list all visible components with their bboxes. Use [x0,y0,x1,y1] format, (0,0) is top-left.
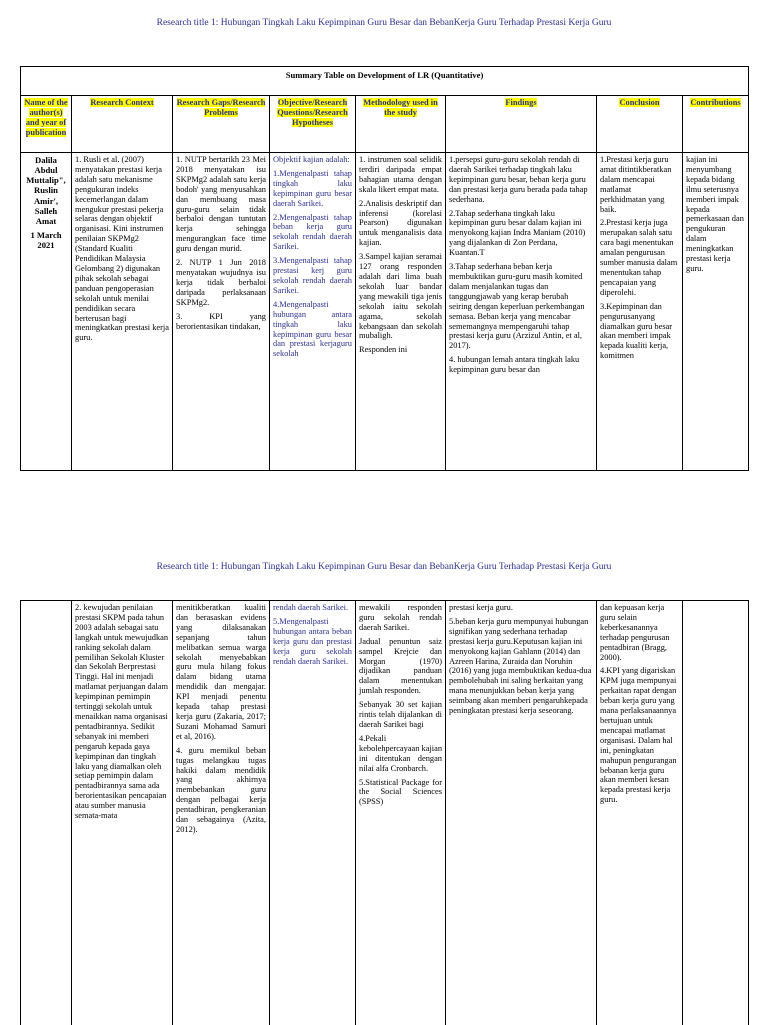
header-author: Name of the author(s) and year of publication [21,96,72,153]
research-title-page2: Research title 1: Hubungan Tingkah Laku Kepimpinan Guru Besar dan BebanKerja Guru Terhadap Prestasi Kerja Guru [156,562,612,572]
author-cell-cont [21,601,72,1025]
findings-cell: 1.persepsi guru-guru sekolah rendah di daerah Sarikei terhadap tingkah laku kepimpinan guru besar, beban kerja guru dan prestasi kerja guru berada pada tahap sederhana. 2.Tahap sederhana tingkah laku kepimpinan guru besar dalam kajian ini menyokong kajian Indra Maniam (2010) yang dijalankan di Zon Perdana, Kuantan.T 3.Tahap sederhana beban kerja membuktikan guru-guru masih komited dalam menjalankan tugas dan tanggungjawab yang kerap berubah seiring dengan keperluan perkembangan semasa. Beban kerja yang mencabar sememangnya mempengaruhi tahap prestasi kerja guru (Arzizul Antin, et al, 2017). 4. hubungan lemah antara tingkah laku kepimpinan guru besar dan [446,153,597,471]
methodology-cell: 1. instrumen soal selidik terdiri daripada empat bahagian utama dengan skala likert empat mata. 2.Analisis deskriptif dan inferensi (korelasi Pearson) digunakan untuk menganalisis data kajian. 3.Sampel kajian seramai 127 orang responden adalah dari lima buah sekolah luar bandar yang mewakili tiga jenis sekolah iaitu sekolah agama, sekolah kebangsaan dan sekolah mubaligh. Responden ini [356,153,446,471]
author-cell [21,153,72,471]
gaps-cell-cont: menitikberatkan kualiti dan berasaskan evidens yang dilaksanakan sepanjang tahun melibatkan semua warga sekolah menyebabkan guru mula hilang fokus dalam bidang utama mendidik dan mengajar. KPI menjadi penentu kepada tahap prestasi kerja guru (Zakaria, 2017; Suzani Mohamad Samuri et al, 2016). 4. guru memikul beban tugas melangkau tugas hakiki dalam mendidik yang akhirnya membebankan guru dengan pelbagai kerja pentadbiran, pengkeranian dan sebagainya (Azita, 2012). [173,601,270,1025]
publication-date: 1 March 2021 [30,229,62,251]
summary-table-page1 [20,66,749,471]
methodology-cell-cont: mewakili responden guru sekolah rendah daerah Sarikei. Jadual penuntun saiz sampel Krejcie dan Morgan (1970) dijadikan panduan dalam menentukan jumlah responden. Sebanyak 30 set kajian rintis telah dijalankan di daerah Sarikei bagi 4.Pekali kebolehpercayaan kajian ini ditentukan dengan nilai alfa Cronbarch. 5.Statistical Package for the Social Sciences (SPSS) [356,601,446,1025]
summary-table-page2 [20,600,749,1025]
context-cell: 1. Rusli et al. (2007) menyatakan prestasi kerja adalah satu mekanisme pengukuran indeks kecemerlangan dalam mengukur prestasi pekerja selaras dengan objektif organisasi. Kini instrumen penilaian SKPMg2 (Standard Kualiti Pendidikan Malaysia Gelombang 2) digunakan pihak sekolah sebagai panduan pengoperasian sekolah untuk menilai pendidikan secara berterusan bagi meningkatkan prestasi kerja guru. [72,153,173,471]
research-title: Research title 1: Hubungan Tingkah Laku Kepimpinan Guru Besar dan BebanKerja Guru Terhadap Prestasi Kerja Guru [156,18,612,28]
header-objectives: Objective/Research Questions/Research Hypotheses [270,96,356,153]
gaps-cell: 1. NUTP bertarikh 23 Mei 2018 menyatakan isu SKPMg2 adalah satu kerja bodoh' yang menyusahkan dan membuang masa guru-guru selain tidak berbaloi dengan tuntutan kerja sehingga mengurangkan face time guru dengan murid. 2. NUTP 1 Jun 2018 menyatakan wujudnya isu kerja tidak berbaloi daripada perlaksanaan SKPMg2. 3. KPI yang berorientasikan tindakan, [173,153,270,471]
header-conclusion: Conclusion [597,96,683,153]
context-cell-cont: 2. kewujudan penilaian prestasi SKPM pada tahun 2003 adalah sebagai satu langkah untuk mewujudkan ranking sekolah dalam pemilihan Sekolah Kluster dan Sekolah Berprestasi Tinggi. Hal ini menjadi matlamat perjuangan dalam kepimpinan pemimpin tertinggi sekolah untuk menaikkan nama organisasi pentadbirannya. Sedikit sebanyak ini memberi pengaruh kepada gaya kepimpinan dan tingkah laku yang diamalkan oleh setiap pemimpin dalam pentadbirannya sama ada berorientasikan pencapaian atau sumber manusia semata-mata [72,601,173,1025]
header-research-context: Research Context [72,96,173,153]
header-research-gaps: Research Gaps/Research Problems [173,96,270,153]
contributions-cell: kajian ini menyumbang kepada bidang ilmu seterusnya memberi impak kepada pemerkasaan dan pengukuran dalam meningkatkan prestasi kerja guru. [683,153,749,471]
contributions-cell-cont [683,601,749,1025]
objectives-cell-cont: rendah daerah Sarikei. 5.Mengenalpasti hubungan antara beban kerja guru dan prestasi kerja guru sekolah rendah daerah Sarikei. [270,601,356,1025]
conclusion-cell-cont: dan kepuasan kerja guru selain keberkesanannya terhadap pengurusan pentadbiran (Bragg, 2000). 4.KPI yang digariskan KPM juga mempunyai perkaitan rapat dengan beban kerja guru yang mana perlaksanaannya bertujuan untuk mencapai matlamat organisasi. Dalam hal ini, peningkatan mahupun pengurangan bebanan kerja guru akan memberi kesan kepada prestasi kerja guru. [597,601,683,1025]
objectives-cell: Objektif kajian adalah: 1.Mengenalpasti tahap tingkah laku kepimpinan guru besar daerah Sarikei. 2.Mengenalpasti tahap beban kerja guru sekolah rendah daerah Sarikei. 3.Mengenalpasti tahap prestasi kerj guru sekolah rendah daerah Sarikei. 4.Mengenalpasti hubungan antara tingkah laku kepimpinan guru besar dan prestasi kerjaguru sekolah [270,153,356,471]
author-names: Dalila Abdul Muttalip", Ruslin Amir', Salleh Amat [26,155,66,226]
header-methodology: Methodology used in the study [356,96,446,153]
header-findings: Findings [446,96,597,153]
findings-cell-cont: prestasi kerja guru. 5.beban kerja guru mempunyai hubungan signifikan yang sederhana terhadap prestasi kerja guru.Keputusan kajian ini menyokong kajian Gahlann (2014) dan Azreen Harina, Zuraida dan Noruhin (2016) yang juga membuktikan kedua-dua pembolehubah ini saling berkaitan yang mana menunjukkan beban kerja yang seimbang akan memberi pengaruhkepada peningkatan prestasi kerja seseorang. [446,601,597,1025]
conclusion-cell: 1.Prestasi kerja guru amat ditintikberatkan dalam mencapai matlamat perkhidmatan yang baik. 2.Prestasi kerja juga merupakan salah satu cara bagi menentukan amalan pengurusan sumber manusia dalam menentukan tahap pencapaian yang diperolehi. 3.Kepimpinan dan pengurusanyang diamalkan guru besar akan memberi impak kepada kualiti kerja, komitmen [597,153,683,471]
header-contributions: Contributions [683,96,749,153]
table-title: Summary Table on Development of LR (Quantitative) [21,67,749,96]
